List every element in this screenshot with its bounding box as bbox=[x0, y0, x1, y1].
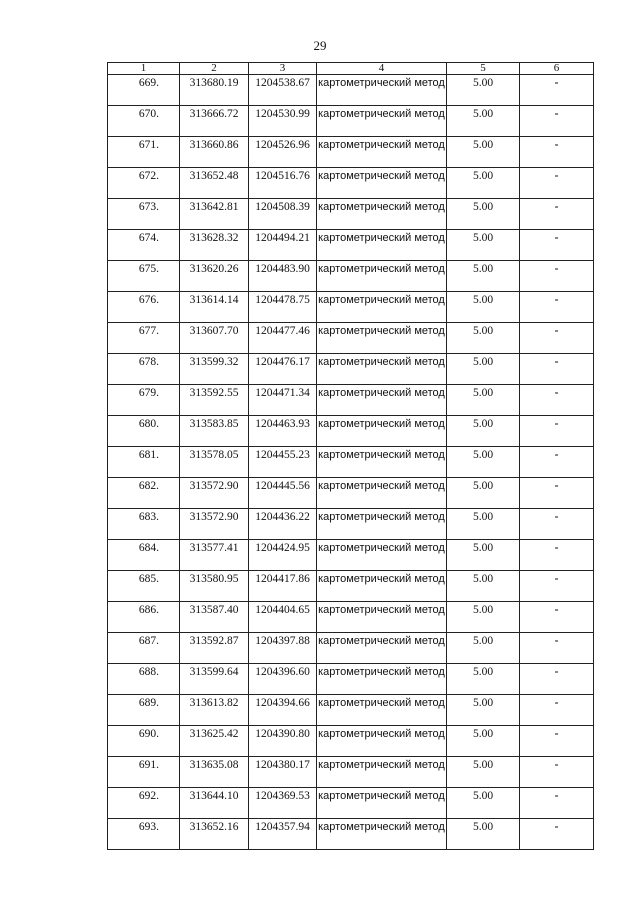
cell-y-coordinate: 1204530.99 bbox=[249, 106, 317, 137]
cell-y-coordinate: 1204476.17 bbox=[249, 354, 317, 385]
cell-method: картометрический метод bbox=[317, 292, 447, 323]
table-row bbox=[108, 230, 594, 261]
cell-y-coordinate: 1204463.93 bbox=[249, 416, 317, 447]
cell-note: - bbox=[520, 478, 594, 509]
table-row bbox=[108, 478, 594, 509]
cell-method: картометрический метод bbox=[317, 261, 447, 292]
table-row bbox=[108, 199, 594, 230]
column-header-5: 5 bbox=[447, 63, 520, 75]
cell-x-coordinate: 313578.05 bbox=[180, 447, 249, 478]
cell-note: - bbox=[520, 819, 594, 850]
cell-method: картометрический метод bbox=[317, 509, 447, 540]
cell-note: - bbox=[520, 168, 594, 199]
cell-x-coordinate: 313599.64 bbox=[180, 664, 249, 695]
cell-accuracy: 5.00 bbox=[447, 168, 520, 199]
cell-method: картометрический метод bbox=[317, 75, 447, 106]
cell-method: картометрический метод bbox=[317, 571, 447, 602]
cell-x-coordinate: 313577.41 bbox=[180, 540, 249, 571]
cell-method: картометрический метод bbox=[317, 788, 447, 819]
cell-y-coordinate: 1204516.76 bbox=[249, 168, 317, 199]
cell-point-number: 675. bbox=[108, 261, 180, 292]
cell-point-number: 678. bbox=[108, 354, 180, 385]
cell-method: картометрический метод bbox=[317, 354, 447, 385]
coordinates-table bbox=[107, 62, 594, 850]
column-header-3: 3 bbox=[249, 63, 317, 75]
cell-point-number: 670. bbox=[108, 106, 180, 137]
table-row bbox=[108, 788, 594, 819]
cell-y-coordinate: 1204477.46 bbox=[249, 323, 317, 354]
cell-point-number: 682. bbox=[108, 478, 180, 509]
table-row bbox=[108, 106, 594, 137]
cell-method: картометрический метод bbox=[317, 726, 447, 757]
cell-note: - bbox=[520, 664, 594, 695]
cell-y-coordinate: 1204394.66 bbox=[249, 695, 317, 726]
cell-point-number: 683. bbox=[108, 509, 180, 540]
cell-y-coordinate: 1204436.22 bbox=[249, 509, 317, 540]
table-row bbox=[108, 137, 594, 168]
cell-y-coordinate: 1204483.90 bbox=[249, 261, 317, 292]
cell-accuracy: 5.00 bbox=[447, 633, 520, 664]
table-row bbox=[108, 292, 594, 323]
cell-accuracy: 5.00 bbox=[447, 230, 520, 261]
table-row bbox=[108, 261, 594, 292]
cell-method: картометрический метод bbox=[317, 757, 447, 788]
cell-note: - bbox=[520, 695, 594, 726]
cell-y-coordinate: 1204369.53 bbox=[249, 788, 317, 819]
cell-method: картометрический метод bbox=[317, 106, 447, 137]
table-row bbox=[108, 354, 594, 385]
cell-note: - bbox=[520, 230, 594, 261]
cell-accuracy: 5.00 bbox=[447, 509, 520, 540]
cell-x-coordinate: 313613.82 bbox=[180, 695, 249, 726]
cell-y-coordinate: 1204397.88 bbox=[249, 633, 317, 664]
cell-note: - bbox=[520, 633, 594, 664]
column-header-4: 4 bbox=[317, 63, 447, 75]
cell-y-coordinate: 1204390.80 bbox=[249, 726, 317, 757]
cell-x-coordinate: 313592.55 bbox=[180, 385, 249, 416]
cell-y-coordinate: 1204538.67 bbox=[249, 75, 317, 106]
column-header-2: 2 bbox=[180, 63, 249, 75]
cell-point-number: 672. bbox=[108, 168, 180, 199]
cell-x-coordinate: 313620.26 bbox=[180, 261, 249, 292]
cell-x-coordinate: 313628.32 bbox=[180, 230, 249, 261]
cell-note: - bbox=[520, 602, 594, 633]
cell-method: картометрический метод bbox=[317, 664, 447, 695]
cell-x-coordinate: 313583.85 bbox=[180, 416, 249, 447]
cell-accuracy: 5.00 bbox=[447, 354, 520, 385]
cell-point-number: 671. bbox=[108, 137, 180, 168]
cell-point-number: 685. bbox=[108, 571, 180, 602]
cell-x-coordinate: 313599.32 bbox=[180, 354, 249, 385]
cell-point-number: 687. bbox=[108, 633, 180, 664]
cell-method: картометрический метод bbox=[317, 633, 447, 664]
cell-x-coordinate: 313635.08 bbox=[180, 757, 249, 788]
cell-accuracy: 5.00 bbox=[447, 540, 520, 571]
table-row bbox=[108, 571, 594, 602]
cell-accuracy: 5.00 bbox=[447, 602, 520, 633]
cell-accuracy: 5.00 bbox=[447, 323, 520, 354]
cell-x-coordinate: 313660.86 bbox=[180, 137, 249, 168]
cell-method: картометрический метод bbox=[317, 602, 447, 633]
table-row bbox=[108, 168, 594, 199]
cell-accuracy: 5.00 bbox=[447, 385, 520, 416]
cell-y-coordinate: 1204424.95 bbox=[249, 540, 317, 571]
cell-point-number: 676. bbox=[108, 292, 180, 323]
cell-note: - bbox=[520, 509, 594, 540]
cell-accuracy: 5.00 bbox=[447, 478, 520, 509]
cell-x-coordinate: 313652.16 bbox=[180, 819, 249, 850]
cell-method: картометрический метод bbox=[317, 478, 447, 509]
cell-x-coordinate: 313652.48 bbox=[180, 168, 249, 199]
cell-method: картометрический метод bbox=[317, 199, 447, 230]
cell-note: - bbox=[520, 416, 594, 447]
page-number: 29 bbox=[313, 38, 327, 53]
cell-y-coordinate: 1204380.17 bbox=[249, 757, 317, 788]
cell-note: - bbox=[520, 199, 594, 230]
cell-y-coordinate: 1204508.39 bbox=[249, 199, 317, 230]
cell-method: картометрический метод bbox=[317, 447, 447, 478]
cell-note: - bbox=[520, 385, 594, 416]
cell-accuracy: 5.00 bbox=[447, 261, 520, 292]
cell-point-number: 690. bbox=[108, 726, 180, 757]
cell-accuracy: 5.00 bbox=[447, 199, 520, 230]
column-header-1: 1 bbox=[108, 63, 180, 75]
cell-note: - bbox=[520, 323, 594, 354]
cell-x-coordinate: 313580.95 bbox=[180, 571, 249, 602]
cell-y-coordinate: 1204478.75 bbox=[249, 292, 317, 323]
cell-accuracy: 5.00 bbox=[447, 75, 520, 106]
cell-accuracy: 5.00 bbox=[447, 664, 520, 695]
cell-accuracy: 5.00 bbox=[447, 757, 520, 788]
table-body bbox=[108, 75, 594, 850]
cell-accuracy: 5.00 bbox=[447, 788, 520, 819]
table-row bbox=[108, 75, 594, 106]
cell-point-number: 681. bbox=[108, 447, 180, 478]
cell-note: - bbox=[520, 261, 594, 292]
cell-y-coordinate: 1204417.86 bbox=[249, 571, 317, 602]
cell-method: картометрический метод bbox=[317, 540, 447, 571]
cell-method: картометрический метод bbox=[317, 137, 447, 168]
cell-y-coordinate: 1204494.21 bbox=[249, 230, 317, 261]
cell-accuracy: 5.00 bbox=[447, 106, 520, 137]
cell-x-coordinate: 313614.14 bbox=[180, 292, 249, 323]
cell-method: картометрический метод bbox=[317, 230, 447, 261]
table-row bbox=[108, 602, 594, 633]
cell-note: - bbox=[520, 75, 594, 106]
cell-point-number: 686. bbox=[108, 602, 180, 633]
cell-note: - bbox=[520, 292, 594, 323]
cell-accuracy: 5.00 bbox=[447, 416, 520, 447]
cell-point-number: 677. bbox=[108, 323, 180, 354]
cell-method: картометрический метод bbox=[317, 819, 447, 850]
cell-accuracy: 5.00 bbox=[447, 292, 520, 323]
cell-note: - bbox=[520, 788, 594, 819]
cell-accuracy: 5.00 bbox=[447, 137, 520, 168]
cell-x-coordinate: 313625.42 bbox=[180, 726, 249, 757]
cell-point-number: 673. bbox=[108, 199, 180, 230]
cell-point-number: 689. bbox=[108, 695, 180, 726]
table-row bbox=[108, 695, 594, 726]
table-row bbox=[108, 447, 594, 478]
cell-x-coordinate: 313592.87 bbox=[180, 633, 249, 664]
table-row bbox=[108, 819, 594, 850]
table-row bbox=[108, 509, 594, 540]
cell-note: - bbox=[520, 571, 594, 602]
cell-point-number: 692. bbox=[108, 788, 180, 819]
cell-accuracy: 5.00 bbox=[447, 819, 520, 850]
cell-y-coordinate: 1204396.60 bbox=[249, 664, 317, 695]
cell-point-number: 669. bbox=[108, 75, 180, 106]
cell-note: - bbox=[520, 540, 594, 571]
cell-note: - bbox=[520, 726, 594, 757]
cell-method: картометрический метод bbox=[317, 695, 447, 726]
cell-point-number: 693. bbox=[108, 819, 180, 850]
table-row bbox=[108, 385, 594, 416]
cell-method: картометрический метод bbox=[317, 168, 447, 199]
cell-x-coordinate: 313607.70 bbox=[180, 323, 249, 354]
cell-point-number: 674. bbox=[108, 230, 180, 261]
cell-note: - bbox=[520, 757, 594, 788]
column-header-6: 6 bbox=[520, 63, 594, 75]
cell-note: - bbox=[520, 137, 594, 168]
cell-point-number: 691. bbox=[108, 757, 180, 788]
cell-y-coordinate: 1204404.65 bbox=[249, 602, 317, 633]
cell-x-coordinate: 313666.72 bbox=[180, 106, 249, 137]
cell-y-coordinate: 1204471.34 bbox=[249, 385, 317, 416]
cell-x-coordinate: 313572.90 bbox=[180, 478, 249, 509]
cell-accuracy: 5.00 bbox=[447, 571, 520, 602]
cell-x-coordinate: 313572.90 bbox=[180, 509, 249, 540]
table-row bbox=[108, 757, 594, 788]
cell-y-coordinate: 1204445.56 bbox=[249, 478, 317, 509]
table-header-row bbox=[108, 63, 594, 75]
cell-accuracy: 5.00 bbox=[447, 447, 520, 478]
cell-x-coordinate: 313587.40 bbox=[180, 602, 249, 633]
cell-method: картометрический метод bbox=[317, 385, 447, 416]
table-row bbox=[108, 416, 594, 447]
cell-x-coordinate: 313644.10 bbox=[180, 788, 249, 819]
table-row bbox=[108, 664, 594, 695]
table-row bbox=[108, 323, 594, 354]
cell-point-number: 684. bbox=[108, 540, 180, 571]
cell-y-coordinate: 1204455.23 bbox=[249, 447, 317, 478]
cell-x-coordinate: 313680.19 bbox=[180, 75, 249, 106]
cell-accuracy: 5.00 bbox=[447, 695, 520, 726]
table-row bbox=[108, 633, 594, 664]
cell-point-number: 679. bbox=[108, 385, 180, 416]
table-row bbox=[108, 540, 594, 571]
cell-point-number: 688. bbox=[108, 664, 180, 695]
cell-accuracy: 5.00 bbox=[447, 726, 520, 757]
cell-y-coordinate: 1204357.94 bbox=[249, 819, 317, 850]
cell-note: - bbox=[520, 106, 594, 137]
table-row bbox=[108, 726, 594, 757]
cell-point-number: 680. bbox=[108, 416, 180, 447]
cell-note: - bbox=[520, 354, 594, 385]
cell-method: картометрический метод bbox=[317, 416, 447, 447]
cell-y-coordinate: 1204526.96 bbox=[249, 137, 317, 168]
cell-note: - bbox=[520, 447, 594, 478]
cell-method: картометрический метод bbox=[317, 323, 447, 354]
cell-x-coordinate: 313642.81 bbox=[180, 199, 249, 230]
